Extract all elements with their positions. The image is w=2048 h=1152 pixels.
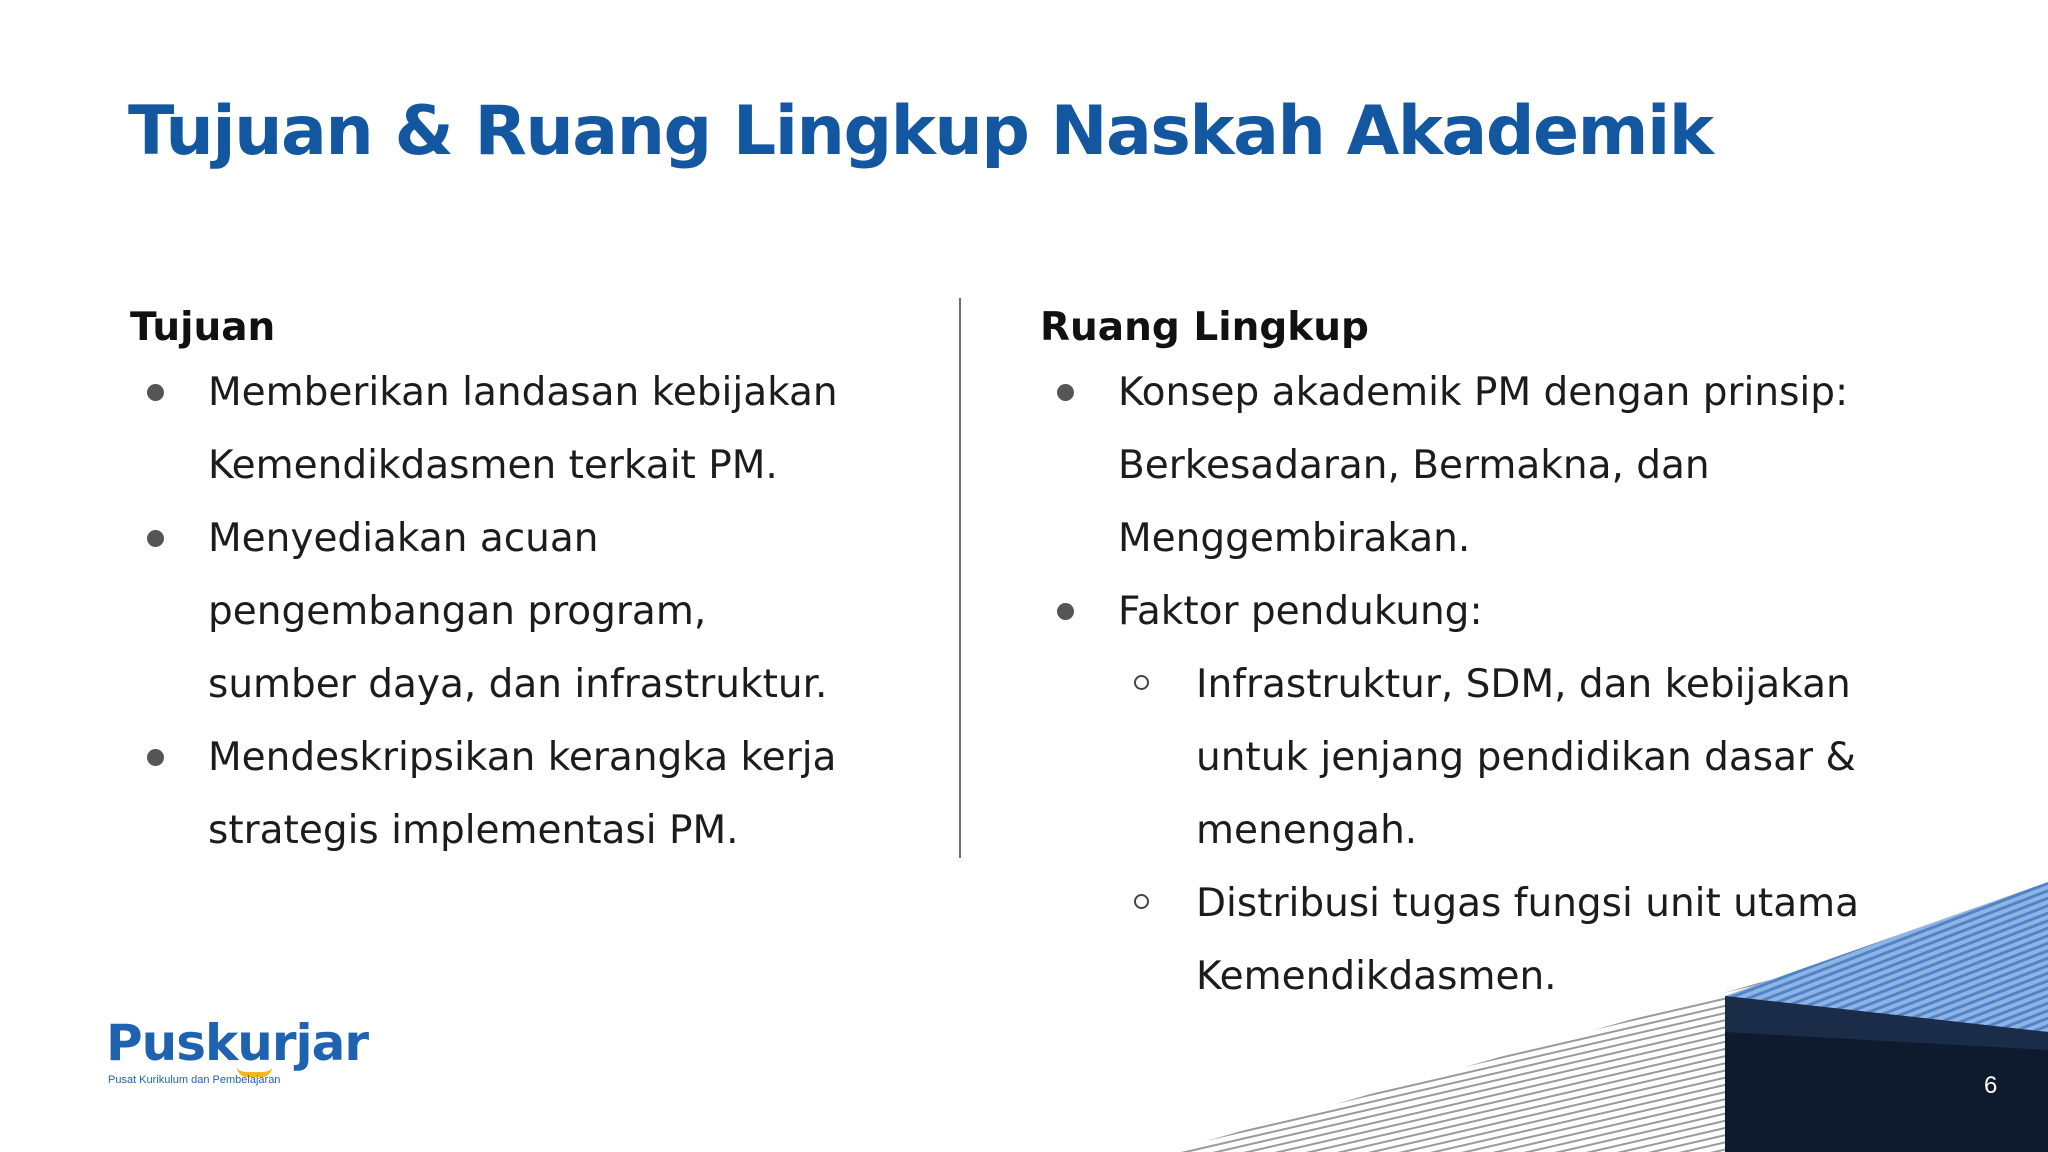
sub-list-item [1118,648,1940,867]
list-item-line: Faktor pendukung: [1118,589,1483,634]
list-item-line: Memberikan landasan kebijakan [208,370,838,415]
scope-heading: Ruang Lingkup [1040,305,1369,350]
list-item-line: sumber daya, dan infrastruktur. [208,662,828,707]
logo-tagline: Pusat Kurikulum dan Pembelajaran [108,1074,281,1086]
list-item [130,356,930,502]
bullet-dot-icon [1057,384,1074,401]
logo-wordmark [106,1014,368,1072]
objectives-column [130,300,930,867]
column-divider [959,298,961,858]
list-item [130,721,930,867]
bullet-dot-icon [1057,603,1074,620]
sub-list-item-line: Distribusi tugas fungsi unit utama [1196,881,1859,926]
list-item [130,502,930,721]
bullet-dot-icon [147,530,164,547]
list-item-line: Berkesadaran, Bermakna, dan [1118,443,1710,488]
corner-decoration-graphic [1168,882,2048,1152]
list-item-line: Mendeskripsikan kerangka kerja [208,735,837,780]
list-item-line: Konsep akademik PM dengan prinsip: [1118,370,1849,415]
list-item-line: strategis implementasi PM. [208,808,739,853]
slide-title: Tujuan & Ruang Lingkup Naskah Akademik [128,92,1713,171]
list-item-line: Menyediakan acuan [208,516,599,561]
sub-list-item-line: Infrastruktur, SDM, dan kebijakan [1196,662,1851,707]
bullet-circle-icon [1134,675,1149,690]
objectives-list [130,356,930,867]
puskurjar-logo [106,1014,368,1086]
list-item-line: pengembangan program, [208,589,707,634]
logo-text-prefix: Pusk [106,1014,238,1072]
page-number: 6 [1984,1072,1998,1099]
objectives-heading: Tujuan [130,305,276,350]
bullet-dot-icon [147,749,164,766]
list-item-line: Kemendikdasmen terkait PM. [208,443,778,488]
bullet-circle-icon [1134,894,1149,909]
list-item-line: Menggembirakan. [1118,516,1471,561]
sub-list-item-line: untuk jenjang pendidikan dasar & [1196,735,1856,780]
logo-text-suffix: rjar [271,1014,369,1072]
logo-smile-letter: u [237,1014,272,1077]
bullet-dot-icon [147,384,164,401]
list-item [1040,356,1940,575]
sub-list-item-line: menengah. [1196,808,1418,853]
sub-list-item-line: Kemendikdasmen. [1196,954,1557,999]
